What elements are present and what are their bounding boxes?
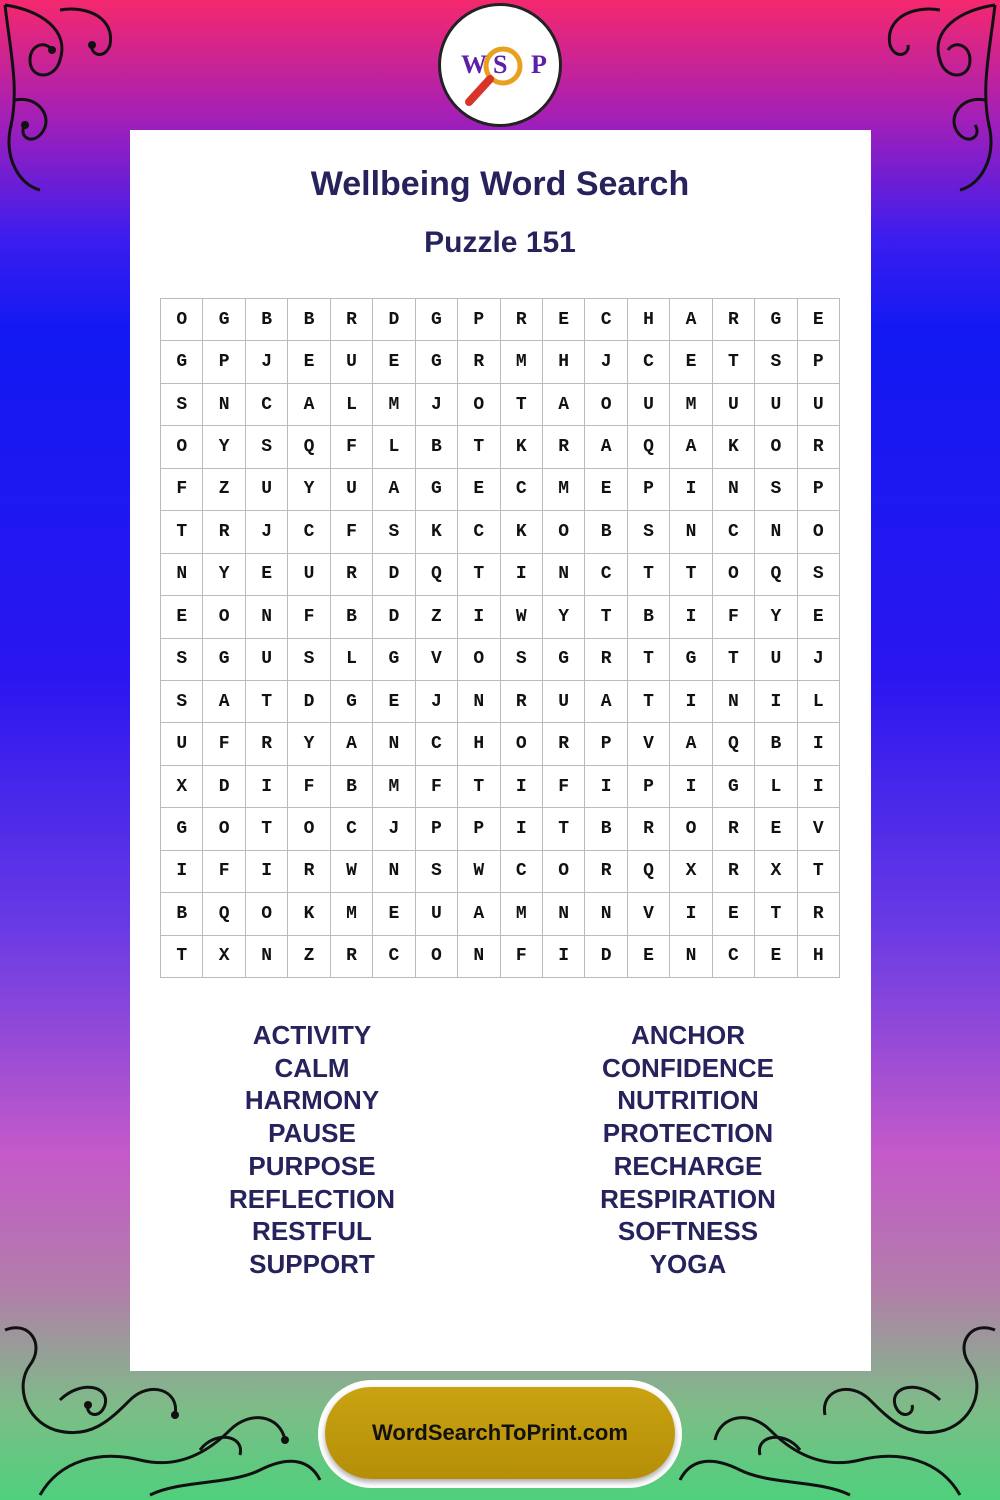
grid-cell[interactable]: G (416, 469, 458, 511)
grid-cell[interactable]: A (543, 384, 585, 426)
word-list-item: PAUSE (268, 1118, 356, 1149)
grid-cell[interactable]: S (628, 511, 670, 553)
grid-cell[interactable]: F (331, 426, 373, 468)
grid-cell[interactable]: B (161, 893, 203, 935)
grid-cell[interactable]: B (585, 511, 627, 553)
grid-cell[interactable]: B (246, 299, 288, 341)
grid-cell[interactable]: R (458, 341, 500, 383)
grid-cell[interactable]: P (585, 723, 627, 765)
word-list-item: NUTRITION (617, 1085, 759, 1116)
grid-cell[interactable]: I (458, 596, 500, 638)
logo-letter-w: W (461, 50, 487, 79)
letter-grid (160, 298, 840, 978)
grid-cell[interactable]: T (161, 511, 203, 553)
grid-cell[interactable]: C (628, 341, 670, 383)
grid-cell[interactable]: I (670, 766, 712, 808)
grid-cell[interactable]: E (798, 596, 840, 638)
grid-cell[interactable]: T (585, 596, 627, 638)
grid-cell[interactable]: I (755, 681, 797, 723)
grid-cell[interactable]: O (416, 936, 458, 978)
word-list-item: PURPOSE (248, 1150, 376, 1181)
grid-cell[interactable]: P (628, 766, 670, 808)
grid-cell[interactable]: P (798, 341, 840, 383)
grid-cell[interactable]: R (331, 554, 373, 596)
grid-cell[interactable]: R (713, 808, 755, 850)
grid-cell[interactable]: F (161, 469, 203, 511)
logo-letter-p: P (531, 50, 547, 79)
grid-cell[interactable]: U (331, 469, 373, 511)
grid-cell[interactable]: J (373, 808, 415, 850)
grid-cell[interactable]: T (628, 554, 670, 596)
grid-cell[interactable]: G (203, 639, 245, 681)
word-list-item: YOGA (649, 1248, 727, 1279)
grid-cell[interactable]: H (628, 299, 670, 341)
word-list-item: REFLECTION (228, 1183, 396, 1214)
word-list-item: PROTECTION (602, 1118, 774, 1149)
grid-cell[interactable]: T (798, 851, 840, 893)
grid-cell[interactable]: E (713, 893, 755, 935)
grid-cell[interactable]: L (331, 384, 373, 426)
grid-cell[interactable]: R (288, 851, 330, 893)
grid-cell[interactable]: O (246, 893, 288, 935)
grid-cell[interactable]: N (670, 511, 712, 553)
word-list-item: HARMONY (244, 1085, 380, 1116)
grid-cell[interactable]: J (246, 511, 288, 553)
grid-cell[interactable]: O (798, 511, 840, 553)
grid-cell[interactable]: T (628, 639, 670, 681)
grid-cell[interactable]: U (288, 554, 330, 596)
grid-cell[interactable]: A (585, 426, 627, 468)
grid-cell[interactable]: N (373, 723, 415, 765)
grid-cell[interactable]: O (203, 808, 245, 850)
grid-cell[interactable]: L (798, 681, 840, 723)
grid-cell[interactable]: E (246, 554, 288, 596)
grid-cell[interactable]: I (670, 681, 712, 723)
grid-cell[interactable]: Z (203, 469, 245, 511)
grid-cell[interactable]: M (373, 384, 415, 426)
grid-cell[interactable]: I (501, 808, 543, 850)
grid-cell[interactable]: X (670, 851, 712, 893)
grid-cell[interactable]: R (543, 723, 585, 765)
grid-cell[interactable]: G (670, 639, 712, 681)
grid-cell[interactable]: S (501, 639, 543, 681)
grid-cell[interactable]: B (331, 766, 373, 808)
grid-cell[interactable]: I (670, 596, 712, 638)
grid-cell[interactable]: R (501, 299, 543, 341)
grid-cell[interactable]: M (670, 384, 712, 426)
word-list-item: CONFIDENCE (602, 1052, 774, 1083)
grid-cell[interactable]: R (331, 299, 373, 341)
grid-cell[interactable]: Y (288, 469, 330, 511)
grid-cell[interactable]: T (246, 808, 288, 850)
grid-cell[interactable]: C (501, 469, 543, 511)
grid-cell[interactable]: N (713, 469, 755, 511)
grid-cell[interactable]: W (331, 851, 373, 893)
grid-cell[interactable]: O (458, 384, 500, 426)
grid-cell[interactable]: C (713, 511, 755, 553)
site-label: WordSearchToPrint.com (372, 1420, 628, 1445)
grid-cell[interactable]: Y (203, 426, 245, 468)
grid-cell[interactable]: C (713, 936, 755, 978)
grid-cell[interactable]: E (161, 596, 203, 638)
grid-cell[interactable]: M (373, 766, 415, 808)
grid-cell[interactable]: Y (543, 596, 585, 638)
word-list-item: SUPPORT (249, 1248, 375, 1279)
grid-cell[interactable]: R (713, 851, 755, 893)
grid-cell[interactable]: A (670, 299, 712, 341)
grid-cell[interactable]: N (670, 936, 712, 978)
grid-cell[interactable]: G (203, 299, 245, 341)
grid-cell[interactable]: L (755, 766, 797, 808)
grid-cell[interactable]: I (161, 851, 203, 893)
grid-cell[interactable]: K (501, 511, 543, 553)
grid-cell[interactable]: D (373, 554, 415, 596)
grid-cell[interactable]: O (161, 426, 203, 468)
grid-cell[interactable]: O (203, 596, 245, 638)
grid-cell[interactable]: C (501, 851, 543, 893)
grid-cell[interactable]: I (246, 851, 288, 893)
grid-cell[interactable]: G (331, 681, 373, 723)
grid-cell[interactable]: N (458, 681, 500, 723)
grid-cell[interactable]: T (713, 639, 755, 681)
grid-cell[interactable]: N (543, 893, 585, 935)
page-title: Wellbeing Word Search (310, 165, 690, 203)
grid-cell[interactable]: Q (288, 426, 330, 468)
word-list-item: ACTIVITY (252, 1020, 372, 1050)
grid-cell[interactable]: F (203, 851, 245, 893)
grid-cell[interactable]: E (585, 469, 627, 511)
grid-cell[interactable]: V (628, 723, 670, 765)
grid-cell[interactable]: O (670, 808, 712, 850)
grid-cell[interactable]: I (501, 554, 543, 596)
grid-cell[interactable]: J (246, 341, 288, 383)
grid-cell[interactable]: J (585, 341, 627, 383)
grid-cell[interactable]: A (203, 681, 245, 723)
grid-cell[interactable]: G (161, 341, 203, 383)
grid-cell[interactable]: S (246, 426, 288, 468)
grid-cell[interactable]: Z (416, 596, 458, 638)
grid-cell[interactable]: P (416, 808, 458, 850)
grid-cell[interactable]: U (246, 639, 288, 681)
grid-cell[interactable]: O (713, 554, 755, 596)
grid-cell[interactable]: U (331, 341, 373, 383)
grid-cell[interactable]: E (458, 469, 500, 511)
grid-cell[interactable]: J (416, 384, 458, 426)
grid-cell[interactable]: N (246, 596, 288, 638)
word-list-left (162, 1019, 462, 1281)
grid-cell[interactable]: F (203, 723, 245, 765)
grid-cell[interactable]: B (288, 299, 330, 341)
grid-cell[interactable]: U (755, 639, 797, 681)
grid-cell[interactable]: C (373, 936, 415, 978)
grid-cell[interactable]: G (161, 808, 203, 850)
grid-cell[interactable]: W (501, 596, 543, 638)
grid-cell[interactable]: H (458, 723, 500, 765)
grid-cell[interactable]: J (416, 681, 458, 723)
grid-cell[interactable]: L (331, 639, 373, 681)
grid-cell[interactable]: R (501, 681, 543, 723)
word-list-item: RESTFUL (252, 1216, 372, 1247)
grid-cell[interactable]: F (501, 936, 543, 978)
grid-cell[interactable]: N (585, 893, 627, 935)
grid-cell[interactable]: J (798, 639, 840, 681)
grid-cell[interactable]: Z (288, 936, 330, 978)
grid-cell[interactable]: I (501, 766, 543, 808)
grid-cell[interactable]: D (203, 766, 245, 808)
grid-cell[interactable]: G (416, 341, 458, 383)
grid-cell[interactable]: N (246, 936, 288, 978)
word-list-item: RESPIRATION (600, 1183, 776, 1214)
grid-cell[interactable]: F (331, 511, 373, 553)
grid-cell[interactable]: T (755, 893, 797, 935)
grid-cell[interactable]: E (755, 808, 797, 850)
grid-cell[interactable]: I (670, 469, 712, 511)
grid-cell[interactable]: S (755, 341, 797, 383)
grid-cell[interactable]: S (373, 511, 415, 553)
grid-cell[interactable]: X (203, 936, 245, 978)
grid-cell[interactable]: K (288, 893, 330, 935)
grid-cell[interactable]: R (798, 893, 840, 935)
grid-cell[interactable]: M (501, 341, 543, 383)
grid-cell[interactable]: U (416, 893, 458, 935)
grid-cell[interactable]: S (416, 851, 458, 893)
grid-cell[interactable]: S (798, 554, 840, 596)
grid-cell[interactable]: B (331, 596, 373, 638)
word-list-item: CALM (274, 1052, 350, 1083)
grid-cell[interactable]: P (458, 808, 500, 850)
grid-cell[interactable]: O (458, 639, 500, 681)
grid-cell[interactable]: B (755, 723, 797, 765)
logo-letter-s: S (493, 50, 508, 79)
grid-cell[interactable]: H (543, 341, 585, 383)
grid-cell[interactable]: S (161, 681, 203, 723)
grid-cell[interactable]: Q (628, 426, 670, 468)
grid-cell[interactable]: F (713, 596, 755, 638)
grid-cell[interactable]: M (501, 893, 543, 935)
grid-cell[interactable]: A (331, 723, 373, 765)
grid-cell[interactable]: U (628, 384, 670, 426)
grid-cell[interactable]: T (713, 341, 755, 383)
grid-cell[interactable]: S (288, 639, 330, 681)
grid-cell[interactable]: S (161, 384, 203, 426)
grid-cell[interactable]: S (161, 639, 203, 681)
grid-cell[interactable]: B (585, 808, 627, 850)
wsp-logo[interactable] (438, 3, 562, 127)
grid-cell[interactable]: N (713, 681, 755, 723)
grid-cell[interactable]: T (501, 384, 543, 426)
grid-cell[interactable]: P (628, 469, 670, 511)
grid-cell[interactable]: R (798, 426, 840, 468)
grid-cell[interactable]: P (203, 341, 245, 383)
grid-cell[interactable]: I (543, 936, 585, 978)
grid-cell[interactable]: I (798, 723, 840, 765)
grid-cell[interactable]: S (755, 469, 797, 511)
grid-cell[interactable]: G (416, 299, 458, 341)
grid-cell[interactable]: E (373, 893, 415, 935)
grid-cell[interactable]: M (543, 469, 585, 511)
grid-cell[interactable]: T (543, 808, 585, 850)
grid-cell[interactable]: D (373, 299, 415, 341)
grid-cell[interactable]: G (713, 766, 755, 808)
grid-cell[interactable]: N (755, 511, 797, 553)
grid-cell[interactable]: A (373, 469, 415, 511)
grid-cell[interactable]: Q (416, 554, 458, 596)
grid-cell[interactable]: B (628, 596, 670, 638)
grid-cell[interactable]: T (670, 554, 712, 596)
grid-cell[interactable]: E (628, 936, 670, 978)
grid-cell[interactable]: U (798, 384, 840, 426)
grid-cell[interactable]: E (755, 936, 797, 978)
grid-cell[interactable]: K (501, 426, 543, 468)
word-list-item: ANCHOR (630, 1020, 746, 1050)
grid-cell[interactable]: R (246, 723, 288, 765)
grid-cell[interactable]: U (543, 681, 585, 723)
grid-cell[interactable]: I (585, 766, 627, 808)
grid-cell[interactable]: R (585, 639, 627, 681)
grid-cell[interactable]: U (755, 384, 797, 426)
grid-cell[interactable]: R (543, 426, 585, 468)
grid-cell[interactable]: R (585, 851, 627, 893)
grid-cell[interactable]: G (373, 639, 415, 681)
grid-cell[interactable]: O (755, 426, 797, 468)
grid-cell[interactable]: R (331, 936, 373, 978)
grid-cell[interactable]: Y (288, 723, 330, 765)
grid-cell[interactable]: V (798, 808, 840, 850)
word-list-item: RECHARGE (613, 1150, 763, 1181)
grid-cell[interactable]: E (798, 299, 840, 341)
grid-cell[interactable]: P (798, 469, 840, 511)
grid-cell[interactable]: N (543, 554, 585, 596)
grid-cell[interactable]: N (458, 936, 500, 978)
grid-cell[interactable]: F (416, 766, 458, 808)
grid-cell[interactable]: O (543, 851, 585, 893)
grid-cell[interactable]: U (713, 384, 755, 426)
word-list-item: SOFTNESS (617, 1216, 759, 1247)
puzzle-number: Puzzle 151 (424, 226, 576, 259)
grid-cell[interactable]: A (288, 384, 330, 426)
grid-cell[interactable]: I (246, 766, 288, 808)
grid-cell[interactable]: E (543, 299, 585, 341)
grid-cell[interactable]: T (458, 426, 500, 468)
grid-cell[interactable]: D (373, 596, 415, 638)
site-button[interactable] (325, 1387, 675, 1479)
grid-cell[interactable]: C (288, 511, 330, 553)
grid-cell[interactable]: O (288, 808, 330, 850)
grid-cell[interactable]: C (585, 554, 627, 596)
grid-cell[interactable]: Q (713, 723, 755, 765)
grid-cell[interactable]: F (288, 596, 330, 638)
grid-cell[interactable]: E (288, 341, 330, 383)
grid-cell[interactable]: X (755, 851, 797, 893)
grid-cell[interactable]: M (331, 893, 373, 935)
grid-cell[interactable]: V (416, 639, 458, 681)
grid-cell[interactable]: R (203, 511, 245, 553)
grid-cell[interactable]: R (713, 299, 755, 341)
grid-cell[interactable]: U (161, 723, 203, 765)
grid-cell[interactable]: H (798, 936, 840, 978)
grid-cell[interactable]: D (288, 681, 330, 723)
grid-cell[interactable]: F (543, 766, 585, 808)
grid-cell[interactable]: C (585, 299, 627, 341)
grid-cell[interactable]: T (458, 766, 500, 808)
grid-cell[interactable]: L (373, 426, 415, 468)
grid-cell[interactable]: Y (203, 554, 245, 596)
grid-cell[interactable]: R (628, 808, 670, 850)
grid-cell[interactable]: F (288, 766, 330, 808)
grid-cell[interactable]: T (628, 681, 670, 723)
word-list-right (538, 1019, 838, 1281)
grid-cell[interactable]: O (543, 511, 585, 553)
grid-cell[interactable]: Q (755, 554, 797, 596)
grid-cell[interactable]: A (670, 723, 712, 765)
grid-cell[interactable]: O (501, 723, 543, 765)
grid-cell[interactable]: G (755, 299, 797, 341)
grid-cell[interactable]: N (203, 384, 245, 426)
grid-cell[interactable]: Y (755, 596, 797, 638)
grid-cell[interactable]: C (331, 808, 373, 850)
grid-cell[interactable]: G (543, 639, 585, 681)
grid-cell[interactable]: N (161, 554, 203, 596)
grid-cell[interactable]: O (161, 299, 203, 341)
grid-cell[interactable]: T (246, 681, 288, 723)
grid-cell[interactable]: C (416, 723, 458, 765)
grid-cell[interactable]: T (161, 936, 203, 978)
grid-cell[interactable]: E (373, 681, 415, 723)
grid-cell[interactable]: D (585, 936, 627, 978)
grid-cell[interactable]: A (458, 893, 500, 935)
grid-cell[interactable]: U (246, 469, 288, 511)
grid-cell[interactable]: E (670, 341, 712, 383)
grid-cell[interactable]: K (713, 426, 755, 468)
grid-cell[interactable]: A (585, 681, 627, 723)
grid-cell[interactable]: N (373, 851, 415, 893)
grid-cell[interactable]: X (161, 766, 203, 808)
grid-cell[interactable]: B (416, 426, 458, 468)
grid-cell[interactable]: Q (628, 851, 670, 893)
grid-cell[interactable]: C (246, 384, 288, 426)
grid-cell[interactable]: I (798, 766, 840, 808)
grid-cell[interactable]: W (458, 851, 500, 893)
grid-cell[interactable]: A (670, 426, 712, 468)
grid-cell[interactable]: T (458, 554, 500, 596)
grid-cell[interactable]: E (373, 341, 415, 383)
grid-cell[interactable]: K (416, 511, 458, 553)
grid-cell[interactable]: I (670, 893, 712, 935)
grid-cell[interactable]: P (458, 299, 500, 341)
grid-cell[interactable]: Q (203, 893, 245, 935)
grid-cell[interactable]: O (585, 384, 627, 426)
grid-cell[interactable]: V (628, 893, 670, 935)
grid-cell[interactable]: C (458, 511, 500, 553)
